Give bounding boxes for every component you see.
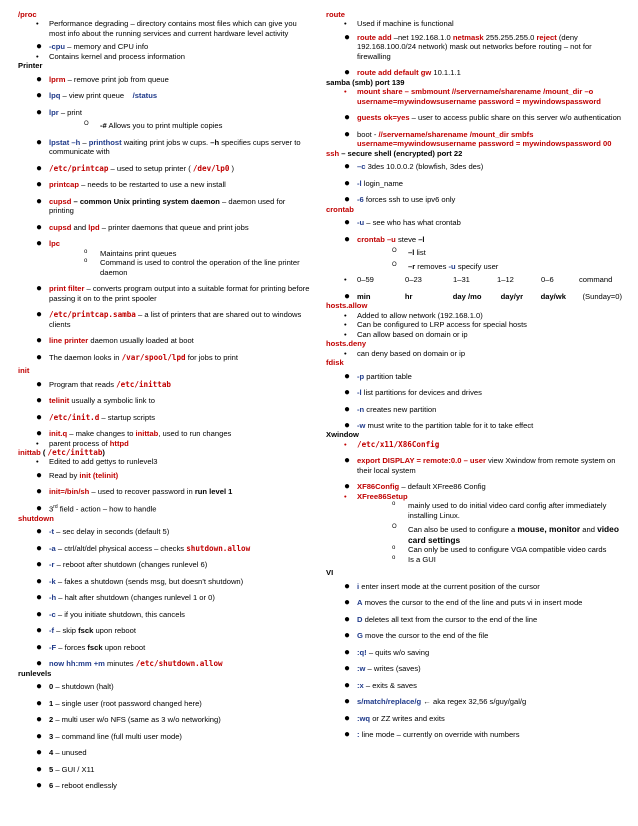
list-item: ● -l list partitions for devices and drives: [344, 387, 482, 399]
sub-item: O –r removes -u specify user: [392, 261, 499, 271]
sub-item: O Can also be used to configure a mouse, monitor and video card settings: [392, 524, 619, 545]
list-item: ● printcap – needs to be restarted to use a new install: [36, 179, 226, 191]
section-hosts-deny: hosts.deny: [326, 339, 367, 349]
list-item: ● 3 – command line (full multi user mode): [36, 730, 182, 742]
list-item: ● -n creates new partition: [344, 403, 437, 415]
list-item: ● -r – reboot after shutdown (changes runlevel 6): [36, 559, 208, 571]
cron-names-row: ● min hr day /mo day/yr day/wk (Sunday=0): [344, 290, 622, 302]
list-item: ● Read by init (telinit): [36, 469, 119, 481]
list-item: ● -h – halt after shutdown (changes runlevel 1 or 0): [36, 592, 215, 604]
list-item: ● The daemon looks in /var/spool/lpd for jobs to print: [36, 351, 238, 363]
list-item: ● i enter insert mode at the current position of the cursor: [344, 580, 540, 592]
cron-fields-row: • 0–59 0–23 1–31 1–12 0–6 command: [344, 275, 613, 285]
left-column: [18, 10, 310, 791]
section-route: route: [326, 10, 345, 19]
list-item: ● -t – sec delay in seconds (default 5): [36, 526, 170, 538]
list-item: • Can allow based on domain or ip: [344, 329, 468, 339]
section-inittab: inittab ( /etc/inittab): [18, 447, 105, 457]
list-item: ● init.q – make changes to inittab, used to run changes: [36, 428, 232, 440]
list-item: • mount share – smbmount //servername/sharename /mount_dir –o username=mywindowsusername password = mywindowspassword: [344, 87, 601, 106]
list-item: • XFree86Setup: [344, 491, 408, 501]
list-item: ● 4 – unused: [36, 747, 87, 759]
section-init: init: [18, 366, 30, 376]
list-item: ● boot - //servername/sharename /mount_dir smbfs username=mywindowsusername password = mywindowspassword 00: [344, 128, 612, 149]
list-item: ● : line mode – currently on override with numbers: [344, 729, 520, 741]
list-item: ● -w must write to the partition table for it to take effect: [344, 419, 534, 431]
list-item: ● line printer daemon usually loaded at boot: [36, 335, 194, 347]
section-samba: samba (smb) port 139: [326, 77, 405, 87]
list-item: ● -cpu – memory and CPU info: [36, 41, 149, 53]
list-item: ● :w – writes (saves): [344, 663, 421, 675]
list-item: ● route add default gw 10.1.1.1: [344, 67, 461, 79]
list-item: • Contains kernel and process information: [36, 51, 185, 61]
section-xwindow: Xwindow: [326, 430, 359, 440]
list-item: ● cupsd – common Unix printing system daemon – daemon used for printing: [36, 195, 286, 216]
section-shutdown: shutdown: [18, 513, 54, 523]
list-item: ● –c 3des 10.0.0.2 (blowfish, 3des des): [344, 161, 484, 173]
section-printer: Printer: [18, 61, 43, 71]
list-item: ● -u – see who has what crontab: [344, 217, 461, 229]
list-item: ● Program that reads /etc/inittab: [36, 378, 171, 390]
list-item: ● G move the cursor to the end of the file: [344, 630, 489, 642]
list-item: ● s/match/replace/g ← aka regex 32,56 s/guy/gal/g: [344, 696, 527, 708]
list-item: ● A moves the cursor to the end of the line and puts vi in insert mode: [344, 597, 583, 609]
section-ssh: ssh – secure shell (encrypted) port 22: [326, 148, 463, 158]
list-item: ● 3rd field - action – how to handle: [36, 502, 157, 514]
list-item: • Performance degrading – directory contains most files which can give you most info about the running services and current hardware level activity: [36, 19, 297, 38]
list-item: ● XF86Config – default XFree86 Config: [344, 481, 486, 493]
list-item: ● /etc/printcap.samba – a list of printers that are shared out to windows clients: [36, 309, 302, 329]
list-item: ● :wq or ZZ writes and exits: [344, 712, 445, 724]
list-item: ● guests ok=yes – user to access public share on this server w/o authentication: [344, 112, 622, 124]
list-item: ● 1 – single user (root password changed here): [36, 697, 202, 709]
sub-item: o Can only be used to configure VGA compatible video cards: [392, 545, 607, 555]
section-vi: VI: [326, 568, 334, 578]
list-item: ● D deletes all text from the cursor to the end of the line: [344, 613, 538, 625]
list-item: ● init=/bin/sh – used to recover password in run level 1: [36, 486, 233, 498]
section-runlevels: runlevels: [18, 668, 52, 678]
list-item: ● lpc: [36, 238, 60, 250]
list-item: ● 5 – GUI / X11: [36, 763, 95, 775]
sub-item: O –l list: [392, 248, 426, 258]
list-item: • parent process of httpd: [36, 438, 129, 448]
list-item: ● -p partition table: [344, 370, 412, 382]
list-item: ● 0 – shutdown (halt): [36, 681, 114, 693]
list-item: • Added to allow network (192.168.1.0): [344, 310, 483, 320]
section-fdisk: fdisk: [326, 358, 344, 368]
list-item: ● export DISPLAY = remote:0.0 – user view Xwindow from remote system on their local system: [344, 455, 616, 475]
section-crontab: crontab: [326, 204, 354, 214]
list-item: ● -6 forces ssh to use ipv6 only: [344, 194, 456, 206]
list-item: ● -k – fakes a shutdown (sends msg, but doesn’t shutdown): [36, 575, 244, 587]
list-item: • Edited to add gettys to runlevel3: [36, 457, 158, 467]
list-item: ● -a – ctrl/alt/del physical access – checks shutdown.allow: [36, 542, 251, 554]
list-item: ● /etc/printcap – used to setup printer ( /dev/lp0 ): [36, 162, 235, 174]
list-item: ● -F – forces fsck upon reboot: [36, 641, 146, 653]
list-item: • can deny based on domain or ip: [344, 348, 466, 358]
sub-item: o mainly used to do initial video card config after immediately installing Linux.: [392, 501, 607, 520]
list-item: ● print filter – converts program output into a suitable format for printing before passing it on to the print spooler: [36, 283, 310, 303]
section-proc: /proc: [18, 10, 37, 19]
sub-item: o Maintains print queues: [84, 248, 177, 258]
list-item: • Can be configured to LRP access for special hosts: [344, 320, 527, 330]
sub-item: o Is a GUI: [392, 554, 436, 564]
list-item: • /etc/x11/X86Config: [344, 439, 440, 449]
list-item: ● lprm – remove print job from queue: [36, 73, 169, 85]
sub-item: o Command is used to control the operation of the line printer daemon: [84, 258, 300, 277]
list-item: ● cupsd and lpd – printer daemons that queue and print jobs: [36, 221, 249, 233]
list-item: ● :q! – quits w/o saving: [344, 646, 430, 658]
sub-item: O -# Allows you to print multiple copies: [84, 121, 223, 131]
right-column: [326, 10, 622, 740]
list-item: ● crontab –u steve –l: [344, 233, 425, 245]
list-item: ● -c – if you initiate shutdown, this cancels: [36, 608, 185, 620]
list-item: ● telinit usually a symbolic link to: [36, 395, 155, 407]
list-item: ● lpstat –h – printhost waiting print jobs w cups. –h specifies cups server to communicate with: [36, 136, 301, 157]
list-item: ● :x – exits & saves: [344, 679, 417, 691]
list-item: • Used if machine is functional: [344, 19, 454, 29]
list-item: ● 2 – multi user w/o NFS (same as 3 w/o networking): [36, 714, 221, 726]
list-item: ● route add –net 192.168.1.0 netmask 255.255.255.0 reject (deny 192.168.100.0/24 network) mask out networks before routing – not for firewalling: [344, 31, 592, 61]
list-item: ● 6 – reboot endlessly: [36, 780, 117, 792]
section-hosts-allow: hosts.allow: [326, 301, 368, 311]
list-item: ● lpq – view print queue /status: [36, 90, 158, 102]
list-item: ● -l login_name: [344, 177, 404, 189]
list-item: ● /etc/init.d – startup scripts: [36, 411, 156, 423]
list-item: ● lpr – print: [36, 106, 82, 118]
list-item: ● now hh:mm +m minutes /etc/shutdown.allow: [36, 658, 223, 670]
list-item: ● -f – skip fsck upon reboot: [36, 625, 136, 637]
